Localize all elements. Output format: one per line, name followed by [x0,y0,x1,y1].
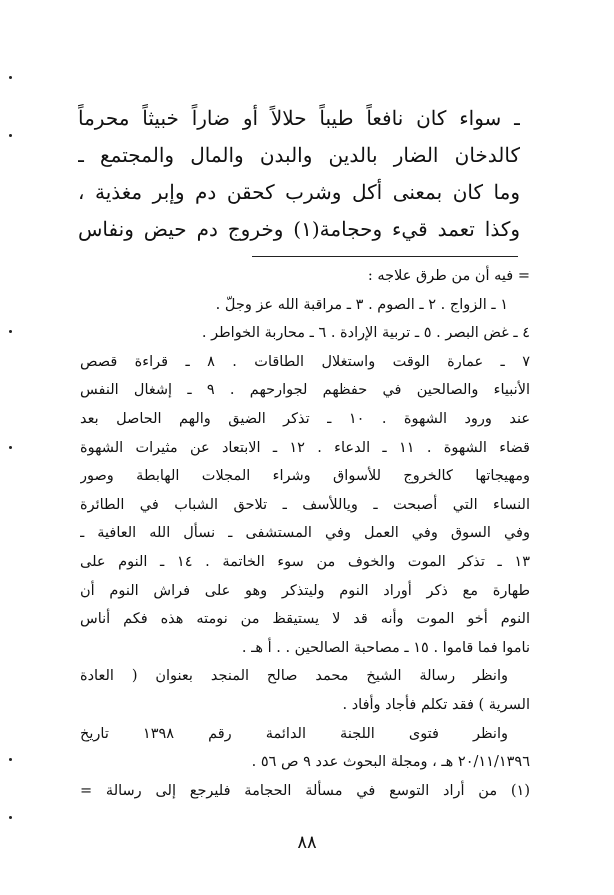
footnote-line: النوم أخو الموت وأنه قد لا يستيقظ من نومته هذه فكم أناس [80,611,530,628]
footnote-line: الأنبياء والصالحين في حفظهم لجوارحهم . ٩ ـ إشغال النفس [80,382,530,399]
footnote-line: ١٣ ـ تذكر الموت والخوف من سوء الخاتمة . ١٤ ـ النوم على [80,553,530,570]
footnote-line: (١) من أراد التوسع في مسألة الحجامة فليرجع إلى رسالة = [80,782,530,799]
main-line: ـ سواء كان نافعاً طيباً حلالاً أو ضاراً خبيثاً محرماً [78,106,520,130]
footnote-line: ٧ ـ عمارة الوقت واستغلال الطاقات . ٨ ـ قراءة قصص [80,353,530,370]
main-line: وكذا تعمد قيء وحجامة(١) وخروج دم حيض ونفاس [78,217,520,241]
scan-speck [9,446,12,449]
footnote-line: وانظر فتوى اللجنة الدائمة رقم ١٣٩٨ تاريخ [80,725,508,742]
page-number: ٨٨ [297,832,317,853]
footnote-line: النساء التي أصبحت ـ وياللأسف ـ تلاحق الشباب في الطائرة [80,496,530,513]
main-line: كالدخان الضار بالدين والبدن والمال والمجتمع ـ [78,143,520,167]
scan-speck [9,134,12,137]
scan-speck [9,76,12,79]
footnote-line: = فيه أن من طرق علاجه : [367,268,530,284]
footnote-line: وفي السوق وفي العمل وفي المستشفى ـ نسأل الله العافية ـ [80,525,530,542]
footnote-line: طهارة مع ذكر أوراد النوم وليتذكر وهو على فراش النوم أن [80,582,530,599]
footnote-separator [252,256,518,257]
footnotes [80,262,530,805]
scan-speck [9,758,12,761]
main-line: وما كان بمعنى أكل وشرب كحقن دم وإبر مغذية ، [78,180,520,204]
main-text [78,100,520,248]
scan-speck [9,816,12,819]
footnote-line: ١ ـ الزواج . ٢ ـ الصوم . ٣ ـ مراقبة الله عز وجلّ . [215,296,508,313]
footnote-line: قضاء الشهوة . ١١ ـ الدعاء . ١٢ ـ الابتعاد عن مثيرات الشهوة [80,439,530,456]
footnote-line: السرية ) فقد تكلم فأجاد وأفاد . [342,696,530,713]
footnote-line: ومهيجاتها كالخروج للأسواق وشراء المجلات الهابطة وصور [80,468,530,485]
footnote-line: عند ورود الشهوة . ١٠ ـ تذكر الضيق والهم الحاصل بعد [80,410,530,427]
footnote-line: وانظر رسالة الشيخ محمد صالح المنجد بعنوان ( العادة [80,668,508,685]
footnote-line: ناموا فما قاموا . ١٥ ـ مصاحبة الصالحين . . أ هـ . [241,639,530,656]
scan-speck [9,330,12,333]
footnote-line: ٢٠/١١/١٣٩٦ هـ ، ومجلة البحوث عدد ٩ ص ٥٦ . [251,754,530,771]
footnote-line: ٤ ـ غض البصر . ٥ ـ تربية الإرادة . ٦ ـ محاربة الخواطر . [201,325,530,342]
